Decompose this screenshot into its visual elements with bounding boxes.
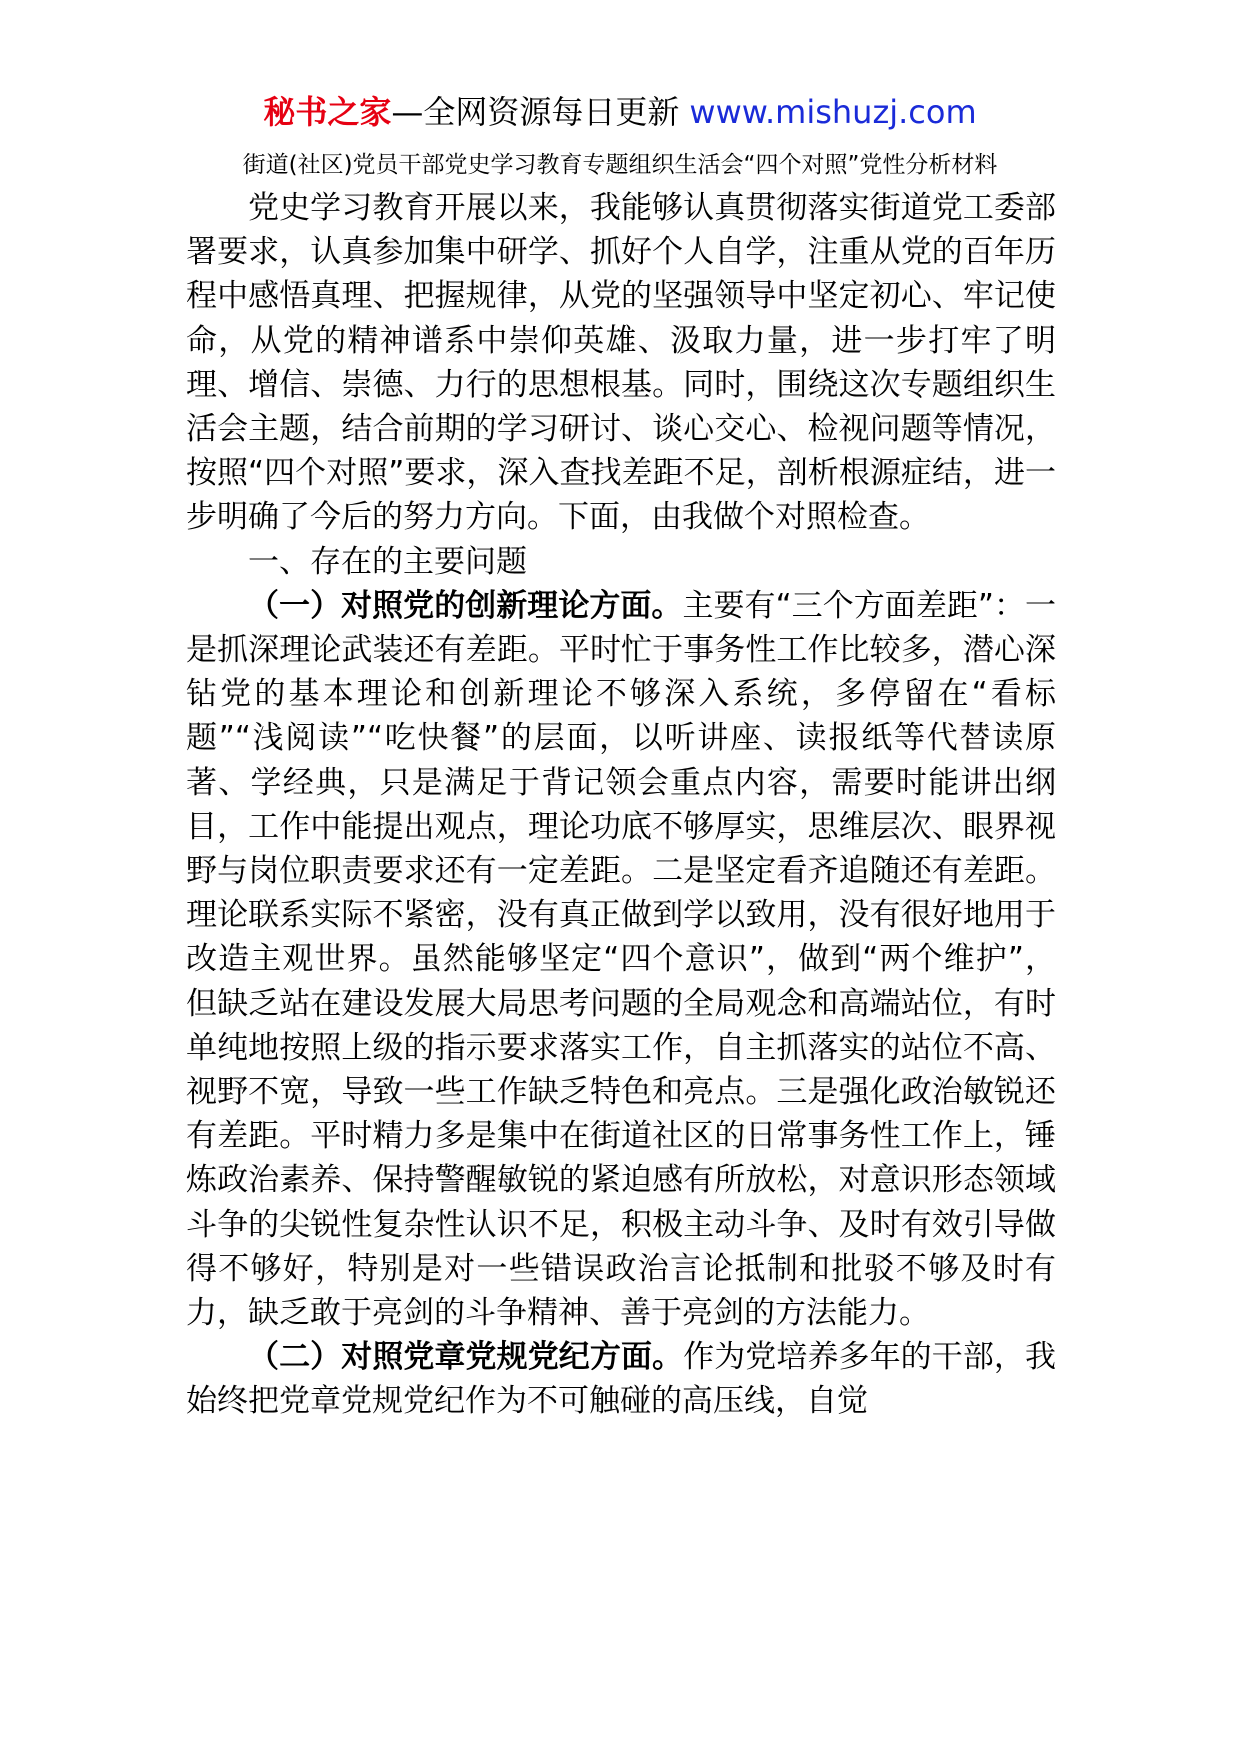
- item-one-text: 主要有“三个方面差距”：一是抓深理论武装还有差距。平时忙于事务性工作比较多，潜心深钻党的基本理论和创新理论不够深入系统，多停留在“看标题”“浅阅读”“吃快餐”的层面，以听讲座、读报纸等代替读原著、学经典，只是满足于背记领会重点内容，需要时能讲出纲目，工作中能提出观点，理论功底不够厚实，思维层次、眼界视野与岗位职责要求还有一定差距。二是坚定看齐追随还有差距。理论联系实际不紧密，没有真正做到学以致用，没有很好地用于改造主观世界。虽然能够坚定“四个意识”，做到“两个维护”，但缺乏站在建设发展大局思考问题的全局观念和高端站位，有时单纯地按照上级的指示要求落实工作，自主抓落实的站位不高、视野不宽，导致一些工作缺乏特色和亮点。三是强化政治敏锐还有差距。平时精力多是集中在街道社区的日常事务性工作上，锤炼政治素养、保持警醒敏锐的紧迫感有所放松，对意识形态领域斗争的尖锐性复杂性认识不足，积极主动斗争、及时有效引导做得不够好，特别是对一些错误政治言论抵制和批驳不够及时有力，缺乏敢于亮剑的斗争精神、善于亮剑的方法能力。: [186, 587, 1057, 1332]
- section-heading: 一、存在的主要问题: [248, 543, 527, 580]
- document-title: 街道(社区)党员干部党史学习教育专题组织生活会“四个对照”党性分析材料: [242, 152, 998, 178]
- banner-brand: 秘书之家: [263, 93, 392, 131]
- item-two-text: 作为党培养多年的干部，我始终把党章党规党纪作为不可触碰的高压线，自觉: [186, 1339, 1057, 1420]
- item-one-paragraph: [186, 584, 1056, 1335]
- item-two-paragraph: [186, 1335, 1056, 1423]
- banner-tagline: —全网资源每日更新: [391, 93, 680, 131]
- document-body: [186, 186, 1056, 1424]
- site-banner: [0, 92, 1240, 132]
- item-one-lead: （一）对照党的创新理论方面。: [248, 587, 683, 624]
- item-two-lead: （二）对照党章党规党纪方面。: [248, 1339, 684, 1376]
- intro-paragraph: 党史学习教育开展以来，我能够认真贯彻落实街道党工委部署要求，认真参加集中研学、抓好个人自学，注重从党的百年历程中感悟真理、把握规律，从党的坚强领导中坚定初心、牢记使命，从党的精神谱系中崇仰英雄、汲取力量，进一步打牢了明理、增信、崇德、力行的思想根基。同时，围绕这次专题组织生活会主题，结合前期的学习研讨、谈心交心、检视问题等情况，按照“四个对照”要求，深入查找差距不足，剖析根源症结，进一步明确了今后的努力方向。下面，由我做个对照检查。: [186, 190, 1056, 536]
- banner-url-link[interactable]: www.mishuzj.com: [689, 93, 977, 131]
